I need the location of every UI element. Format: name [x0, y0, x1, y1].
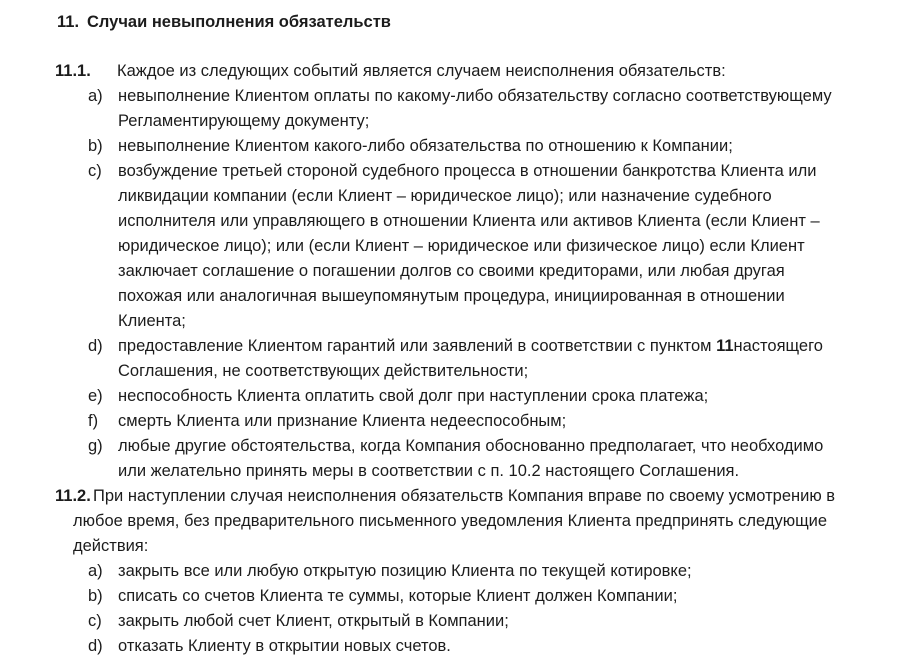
section-title: Случаи невыполнения обязательств — [87, 13, 391, 31]
list-item-text: списать со счетов Клиента те суммы, которые Клиент должен Компании; — [118, 587, 678, 605]
list-item-marker: f) — [88, 412, 99, 430]
list-item-text: закрыть любой счет Клиент, открытый в Компании; — [118, 612, 509, 630]
list-item-marker: d) — [88, 637, 103, 655]
list-item-g — [88, 434, 849, 484]
clause-number: 11.2. — [55, 487, 91, 505]
list-item-marker: c) — [88, 612, 102, 630]
list-item-text: закрыть все или любую открытую позицию Клиента по текущей котировке; — [118, 562, 692, 580]
list-item-text — [118, 337, 823, 380]
list-item-text-part: настоящего Соглашения, не соответствующих действительности; — [118, 337, 823, 380]
list-item-marker: b) — [88, 137, 103, 155]
list-item-text: невыполнение Клиентом оплаты по какому-либо обязательству согласно соответствующему Регламентирующему документу; — [118, 87, 832, 130]
list-item-a — [88, 559, 849, 584]
list-item-a — [88, 84, 849, 134]
list-item-marker: b) — [88, 587, 103, 605]
list-item-text: смерть Клиента или признание Клиента недееспособным; — [118, 412, 567, 430]
list-item-marker: e) — [88, 387, 103, 405]
clause-cross-reference: 11 — [716, 337, 734, 355]
list-item-f — [88, 409, 849, 434]
section-heading — [57, 10, 849, 35]
list-item-c — [88, 159, 849, 334]
list-item-text: возбуждение третьей стороной судебного процесса в отношении банкротства Клиента или ликвидации компании (если Клиент – юридическое лицо); или назначение судебного исполнителя или управляющего в отношении Клиента или активов Клиента (если Клиент – юридическое лицо); или (если Клиент – юридическое или физическое лицо) если Клиент заключает соглашение о погашении долгов со своими кредиторами, или любая другая похожая или аналогичная вышеупомянутым процедура, инициированная в отношении Клиента; — [118, 162, 820, 330]
list-item-marker: d) — [88, 337, 103, 355]
list-item-marker: c) — [88, 162, 102, 180]
list-item-b — [88, 584, 849, 609]
list-item-marker: a) — [88, 87, 103, 105]
list-item-d — [88, 634, 849, 659]
list-item-text: невыполнение Клиентом какого-либо обязательства по отношению к Компании; — [118, 137, 733, 155]
list-item-text-part: предоставление Клиентом гарантий или заявлений в соответствии с пунктом — [118, 337, 717, 355]
clause-number: 11.1. — [55, 62, 91, 80]
list-item-b — [88, 134, 849, 159]
action-list — [55, 559, 849, 659]
event-list — [55, 84, 849, 484]
list-item-text: отказать Клиенту в открытии новых счетов. — [118, 637, 451, 655]
list-item-text: любые другие обстоятельства, когда Компания обоснованно предполагает, что необходимо или желательно принять меры в соответствии с п. 10.2 настоящего Соглашения. — [118, 437, 824, 480]
list-item-e — [88, 384, 849, 409]
list-item-marker: g) — [88, 437, 103, 455]
clause-text: Каждое из следующих событий является случаем неисполнения обязательств: — [117, 62, 726, 80]
clause-11-2 — [55, 484, 849, 559]
section-number: 11. — [57, 13, 80, 31]
list-item-text: неспособность Клиента оплатить свой долг при наступлении срока платежа; — [118, 387, 709, 405]
clause-11-1 — [55, 59, 849, 84]
list-item-c — [88, 609, 849, 634]
list-item-d — [88, 334, 849, 384]
clause-text: При наступлении случая неисполнения обязательств Компания вправе по своему усмотрению в любое время, без предварительного письменного уведомления Клиента предпринять следующие действия: — [73, 487, 836, 555]
list-item-marker: a) — [88, 562, 103, 580]
